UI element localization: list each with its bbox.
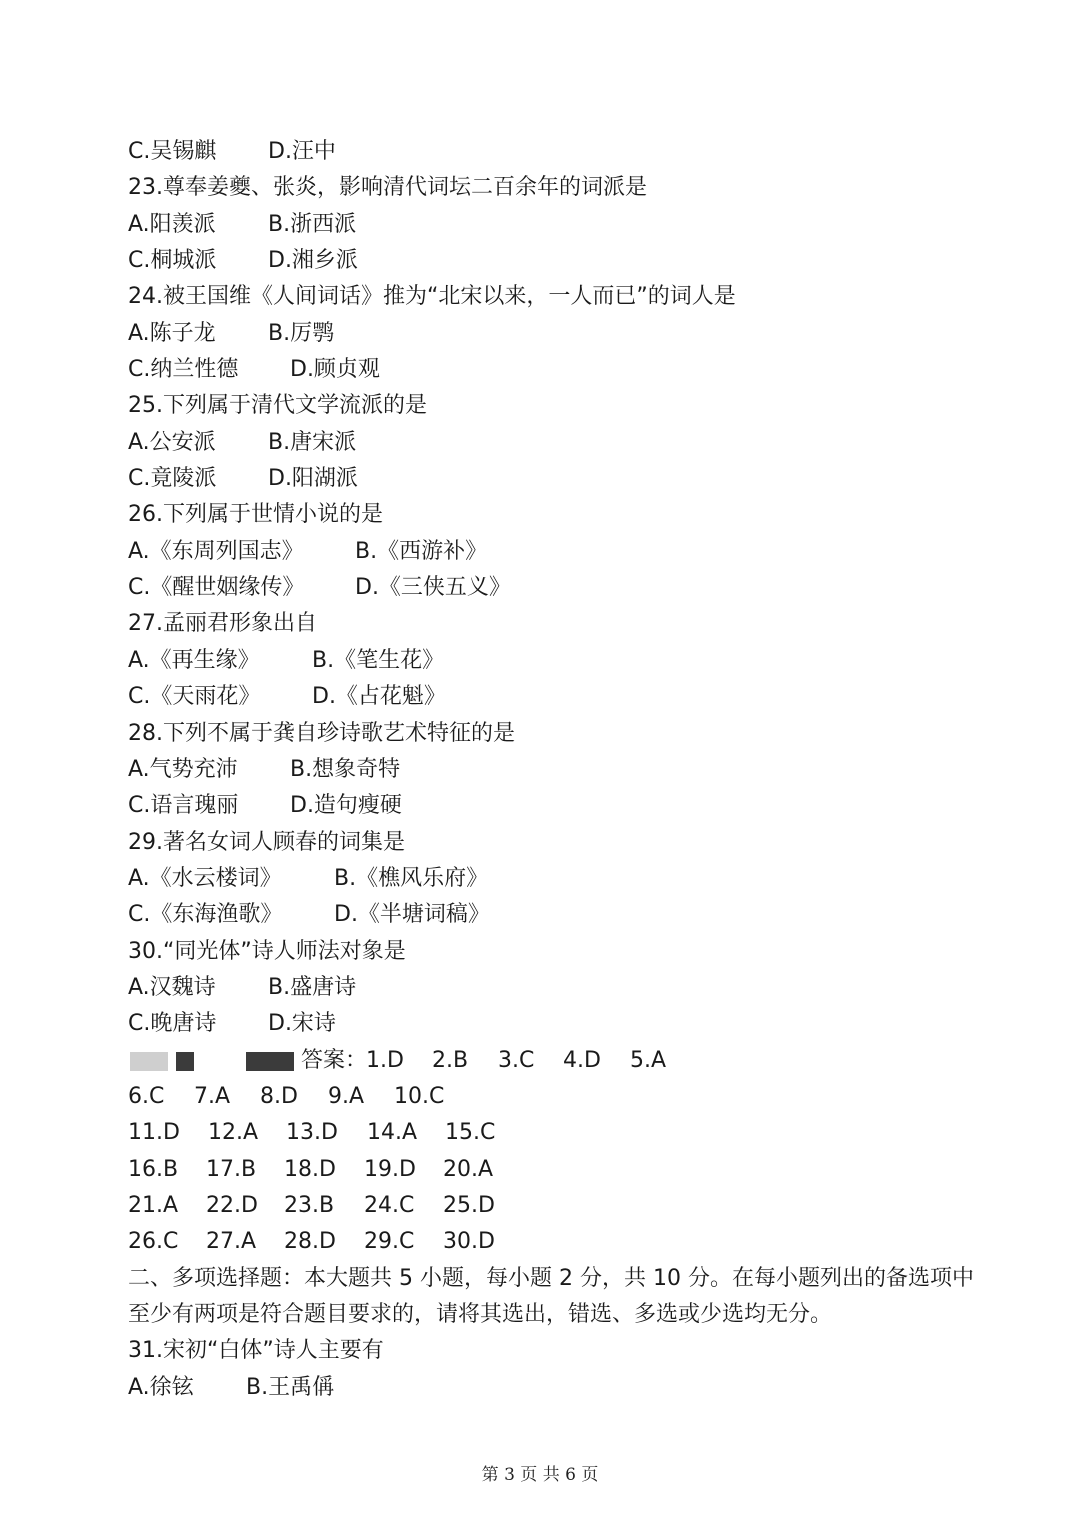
- page-footer: 第 3 页 共 6 页: [481, 1465, 599, 1485]
- option-item: C.纳兰性德: [128, 357, 239, 383]
- question-text: 26.下列属于世情小说的是: [128, 502, 383, 528]
- answer-item: 3.C: [498, 1047, 535, 1073]
- option-item: A.陈子龙: [128, 320, 216, 346]
- option-row: [128, 207, 968, 243]
- option-item: A.《东周列国志》: [128, 538, 304, 564]
- option-row: [128, 425, 968, 461]
- answer-item: 14.A: [367, 1120, 418, 1146]
- question-text: 23.尊奉姜夔、张炎，影响清代词坛二百余年的词派是: [128, 175, 647, 201]
- answer-item: 4.D: [563, 1047, 601, 1073]
- redaction-mark: [176, 1052, 194, 1071]
- answer-item: 27.A: [206, 1229, 257, 1255]
- option-row: [128, 570, 968, 606]
- option-item: D.《三侠五义》: [355, 575, 511, 601]
- answer-item: 11.D: [128, 1120, 180, 1146]
- option-item: B.浙西派: [268, 211, 357, 237]
- question-text: 二、多项选择题：本大题共 5 小题，每小题 2 分，共 10 分。在每小题列出的备选项中: [128, 1265, 974, 1291]
- option-item: A.阳羡派: [128, 211, 216, 237]
- option-item: C.桐城派: [128, 248, 217, 274]
- answer-item: 23.B: [284, 1192, 335, 1218]
- option-row: [128, 643, 968, 679]
- option-item: C.吴锡麒: [128, 139, 217, 164]
- option-row: [128, 861, 968, 897]
- option-row: [128, 1006, 968, 1042]
- option-row: [128, 897, 968, 933]
- option-item: C.《东海渔歌》: [128, 902, 283, 928]
- option-item: A.气势充沛: [128, 756, 238, 782]
- answer-key-header: [128, 1043, 968, 1079]
- option-item: C.《醒世姻缘传》: [128, 575, 305, 601]
- answer-item: 17.B: [206, 1156, 257, 1182]
- answer-item: 24.C: [364, 1192, 415, 1218]
- answer-item: 13.D: [286, 1120, 338, 1146]
- answer-item: 20.A: [443, 1156, 494, 1182]
- answer-item: 7.A: [194, 1083, 231, 1109]
- option-item: A.徐铉: [128, 1374, 194, 1400]
- option-item: C.《天雨花》: [128, 684, 261, 710]
- answer-item: 29.C: [364, 1229, 415, 1255]
- option-row: [128, 752, 968, 788]
- answer-item: 2.B: [432, 1047, 469, 1073]
- option-row: [128, 134, 968, 170]
- option-item: D.《占花魁》: [312, 684, 446, 710]
- answer-key-label: 答案：: [301, 1047, 368, 1073]
- question-text: 30.“同光体”诗人师法对象是: [128, 938, 406, 964]
- option-row: [128, 1115, 968, 1151]
- question-text: 28.下列不属于龚自珍诗歌艺术特征的是: [128, 720, 515, 746]
- option-row: [128, 1188, 968, 1224]
- question-text: 29.著名女词人顾春的词集是: [128, 829, 405, 855]
- option-row: [128, 243, 968, 279]
- answer-item: 6.C: [128, 1083, 165, 1109]
- answer-item: 19.D: [364, 1156, 416, 1182]
- option-item: D.汪中: [268, 139, 336, 164]
- answer-item: 1.D: [366, 1047, 404, 1073]
- option-item: C.晚唐诗: [128, 1011, 217, 1037]
- option-row: [128, 461, 968, 497]
- redaction-mark: [130, 1052, 168, 1071]
- answer-item: 18.D: [284, 1156, 336, 1182]
- option-row: [128, 1079, 968, 1115]
- option-row: [128, 1370, 968, 1406]
- option-item: B.《笔生花》: [312, 647, 445, 673]
- option-item: B.厉鹗: [268, 320, 335, 346]
- question-text: 24.被王国维《人间词话》推为“北宋以来，一人而已”的词人是: [128, 284, 736, 310]
- answer-item: 9.A: [328, 1083, 365, 1109]
- answer-item: 12.A: [208, 1120, 259, 1146]
- option-item: D.顾贞观: [290, 357, 380, 383]
- option-item: B.想象奇特: [290, 756, 401, 782]
- answer-item: 5.A: [630, 1047, 667, 1073]
- option-item: D.阳湖派: [268, 466, 358, 492]
- option-row: [128, 352, 968, 388]
- answer-item: 8.D: [260, 1083, 298, 1109]
- option-item: A.《水云楼词》: [128, 865, 282, 891]
- answer-item: 26.C: [128, 1229, 179, 1255]
- option-row: [128, 788, 968, 824]
- option-row: [128, 1224, 968, 1260]
- option-item: B.《樵风乐府》: [334, 865, 489, 891]
- option-item: A.《再生缘》: [128, 647, 260, 673]
- option-item: B.《西游补》: [355, 538, 488, 564]
- question-text: 27.孟丽君形象出自: [128, 611, 317, 637]
- option-item: B.唐宋派: [268, 429, 357, 455]
- option-item: D.宋诗: [268, 1011, 336, 1037]
- option-row: [128, 970, 968, 1006]
- option-row: [128, 679, 968, 715]
- answer-item: 28.D: [284, 1229, 336, 1255]
- option-row: [128, 1152, 968, 1188]
- option-row: [128, 534, 968, 570]
- question-text: 31.宋初“白体”诗人主要有: [128, 1338, 384, 1364]
- option-item: D.《半塘词稿》: [334, 902, 490, 928]
- option-item: D.湘乡派: [268, 248, 358, 274]
- answer-item: 21.A: [128, 1192, 179, 1218]
- answer-item: 10.C: [394, 1083, 445, 1109]
- option-item: B.王禹偁: [246, 1374, 335, 1400]
- exam-content: [128, 134, 974, 1406]
- option-item: B.盛唐诗: [268, 974, 357, 1000]
- option-item: D.造句瘦硬: [290, 793, 402, 819]
- answer-item: 15.C: [445, 1120, 496, 1146]
- answer-item: 25.D: [443, 1192, 495, 1218]
- answer-item: 30.D: [443, 1229, 495, 1255]
- question-text: 至少有两项是符合题目要求的，请将其选出，错选、多选或少选均无分。: [128, 1302, 833, 1327]
- option-item: C.语言瑰丽: [128, 793, 239, 819]
- question-text: 25.下列属于清代文学流派的是: [128, 393, 427, 419]
- option-item: C.竟陵派: [128, 466, 217, 492]
- answer-item: 16.B: [128, 1156, 179, 1182]
- option-row: [128, 316, 968, 352]
- redaction-mark: [246, 1052, 294, 1071]
- option-item: A.公安派: [128, 429, 216, 455]
- answer-item: 22.D: [206, 1192, 258, 1218]
- option-item: A.汉魏诗: [128, 974, 216, 1000]
